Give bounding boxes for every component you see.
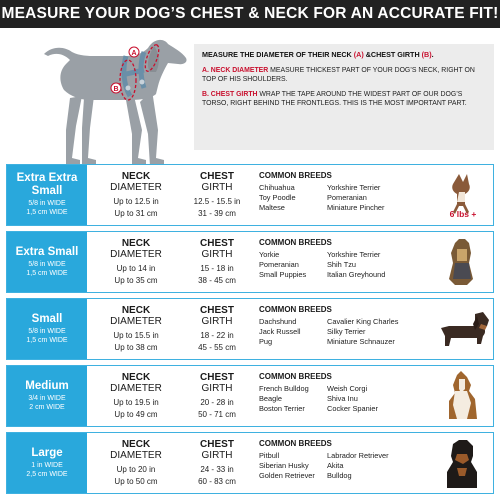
common-breeds: COMMON BREEDS Dachshund Cavalier King Charles Jack Russell Silky Terrier Pug Miniature Schnauzer: [259, 305, 429, 347]
size-label-box: [7, 366, 87, 426]
neck-in: Up to 19.5 in: [113, 397, 159, 407]
neck-in: Up to 14 in: [116, 263, 156, 273]
chest-column: CHEST GIRTH 15 - 18 in 38 - 45 cm: [185, 238, 249, 287]
neck-cm: Up to 49 cm: [114, 409, 158, 419]
breed: Beagle: [259, 393, 283, 403]
chest-column: CHEST GIRTH 20 - 28 in 50 - 71 cm: [185, 372, 249, 421]
neck-column: NECK DIAMETER Up to 15.5 in Up to 38 cm: [91, 305, 181, 354]
strap-width-cm: 1,5 cm WIDE: [26, 336, 68, 344]
chest-instruction: B. CHEST GIRTH WRAP THE TAPE AROUND THE WIDEST PART OF OUR DOG’S TORSO, RIGHT BEHIND THE FRONTLEGS. THIS IS THE MOST IMPORTANT PART.: [202, 90, 467, 107]
breed: Shih Tzu: [327, 259, 357, 269]
neck-column: NECK DIAMETER Up to 20 in Up to 50 cm: [91, 439, 181, 488]
breed: Maltese: [259, 202, 285, 212]
chest-in: 20 - 28 in: [200, 397, 234, 407]
strap-width-cm: 2,5 cm WIDE: [26, 470, 68, 478]
chest-cm: 45 - 55 cm: [198, 342, 236, 352]
size-label-box: [7, 232, 87, 292]
weight-note: 6 lbs +: [449, 209, 477, 219]
strap-width-cm: 1,5 cm WIDE: [26, 269, 68, 277]
breed: Cavalier King Charles: [327, 317, 399, 326]
breed: Jack Russell: [259, 326, 301, 336]
breed: Akita: [327, 460, 344, 470]
page-title: MEASURE YOUR DOG’S CHEST & NECK FOR AN ACCURATE FIT!: [1, 5, 499, 22]
neck-cm: Up to 31 cm: [114, 208, 158, 218]
breed: Italian Greyhound: [327, 269, 386, 279]
chest-cm: 60 - 83 cm: [198, 476, 236, 486]
breed: Pomeranian: [259, 259, 299, 269]
size-name: Medium: [25, 379, 69, 392]
neck-column: NECK DIAMETER Up to 12.5 in Up to 31 cm: [91, 171, 181, 220]
collie-icon: [431, 369, 491, 423]
breed: Dachshund: [259, 317, 297, 326]
size-row-xs: [6, 231, 494, 293]
breed: French Bulldog: [259, 384, 309, 393]
rottweiler-icon: [431, 436, 491, 490]
breed: Pug: [259, 336, 273, 346]
size-label-box: [7, 433, 87, 493]
chest-in: 12.5 - 15.5 in: [193, 196, 241, 206]
neck-in: Up to 12.5 in: [113, 196, 159, 206]
yorkie-icon: [431, 235, 491, 289]
breed: Weish Corgi: [327, 384, 368, 393]
neck-cm: Up to 35 cm: [114, 275, 158, 285]
breed: Labrador Retriever: [327, 451, 389, 460]
chest-in: 15 - 18 in: [200, 263, 234, 273]
size-row-s: [6, 298, 494, 360]
strap-width-in: 5/8 in WIDE: [28, 327, 66, 335]
breed: Cocker Spanier: [327, 403, 378, 413]
marker-b-label: B: [113, 86, 119, 93]
chest-column: CHEST GIRTH 18 - 22 in 45 - 55 cm: [185, 305, 249, 354]
breed: Toy Poodle: [259, 192, 296, 202]
breed: Bulldog: [327, 470, 352, 480]
size-row-l: [6, 432, 494, 494]
size-name: Large: [31, 446, 63, 459]
chest-in: 24 - 33 in: [200, 464, 234, 474]
strap-width-cm: 2 cm WIDE: [29, 403, 65, 411]
strap-width-in: 5/8 in WIDE: [28, 260, 66, 268]
breed: Yorkie: [259, 250, 280, 259]
size-row-xxs: [6, 164, 494, 226]
breed: Boston Terrier: [259, 403, 305, 413]
dachshund-icon: [431, 302, 491, 356]
neck-in: Up to 15.5 in: [113, 330, 159, 340]
common-breeds: COMMON BREEDS Chihuahua Yorkshire Terrier Toy Poodle Pomeranian Maltese Miniature Pincher: [259, 171, 429, 213]
chest-cm: 38 - 45 cm: [198, 275, 236, 285]
marker-a-label: A: [131, 50, 137, 57]
neck-cm: Up to 38 cm: [114, 342, 158, 352]
neck-instruction: A. NECK DIAMETER MEASURE THICKEST PART OF YOUR DOG’S NECK, RIGHT ON TOP OF HIS SHOULDERS.: [202, 67, 475, 83]
chest-cm: 50 - 71 cm: [198, 409, 236, 419]
chest-cm: 31 - 39 cm: [198, 208, 236, 218]
header-banner: [0, 0, 500, 28]
breed: Yorkshire Terrier: [327, 250, 381, 259]
chest-column: CHEST GIRTH 24 - 33 in 60 - 83 cm: [185, 439, 249, 488]
breed: Pomeranian: [327, 192, 367, 202]
size-name: Small: [31, 312, 63, 325]
neck-column: NECK DIAMETER Up to 19.5 in Up to 49 cm: [91, 372, 181, 421]
breed: Small Puppies: [259, 269, 307, 279]
chest-column: CHEST GIRTH 12.5 - 15.5 in 31 - 39 cm: [185, 171, 249, 220]
breed: Miniature Schnauzer: [327, 336, 395, 346]
dog-silhouette-icon: [44, 40, 187, 166]
neck-column: NECK DIAMETER Up to 14 in Up to 35 cm: [91, 238, 181, 287]
breed: Yorkshire Terrier: [327, 183, 381, 192]
common-breeds: COMMON BREEDS Pitbull Labrador Retriever Siberian Husky Akita Golden Retriever Bulldog: [259, 439, 429, 481]
strap-width-cm: 1,5 cm WIDE: [26, 209, 68, 217]
strap-width-in: 5/8 in WIDE: [28, 200, 66, 208]
breed: Golden Retriever: [259, 470, 315, 480]
breed: Silky Terrier: [327, 326, 366, 336]
size-row-m: [6, 365, 494, 427]
measure-instructions: [194, 44, 494, 150]
size-name: Extra Extra Small: [16, 172, 78, 198]
size-label-box: [7, 299, 87, 359]
strap-width-in: 1 in WIDE: [31, 461, 63, 469]
breed: Siberian Husky: [259, 460, 309, 470]
neck-in: Up to 20 in: [116, 464, 156, 474]
dog-harness-diagram: [30, 30, 190, 166]
size-label-box: [7, 165, 87, 225]
size-name: Extra Small: [15, 245, 79, 258]
common-breeds: COMMON BREEDS Yorkie Yorkshire Terrier Pomeranian Shih Tzu Small Puppies Italian Greyhound: [259, 238, 429, 280]
instructions-heading: MEASURE THE DIAMETER OF THEIR NECK (A) &CHEST GIRTH (B).: [202, 50, 434, 59]
strap-width-in: 3/4 in WIDE: [28, 394, 66, 402]
breed: Shiva Inu: [327, 393, 358, 403]
breed: Chihuahua: [259, 183, 295, 192]
breed: Miniature Pincher: [327, 202, 385, 212]
breed: Pitbull: [259, 451, 280, 460]
common-breeds: COMMON BREEDS French Bulldog Weish Corgi Beagle Shiva Inu Boston Terrier Cocker Spanier: [259, 372, 429, 414]
chest-in: 18 - 22 in: [200, 330, 234, 340]
neck-cm: Up to 50 cm: [114, 476, 158, 486]
